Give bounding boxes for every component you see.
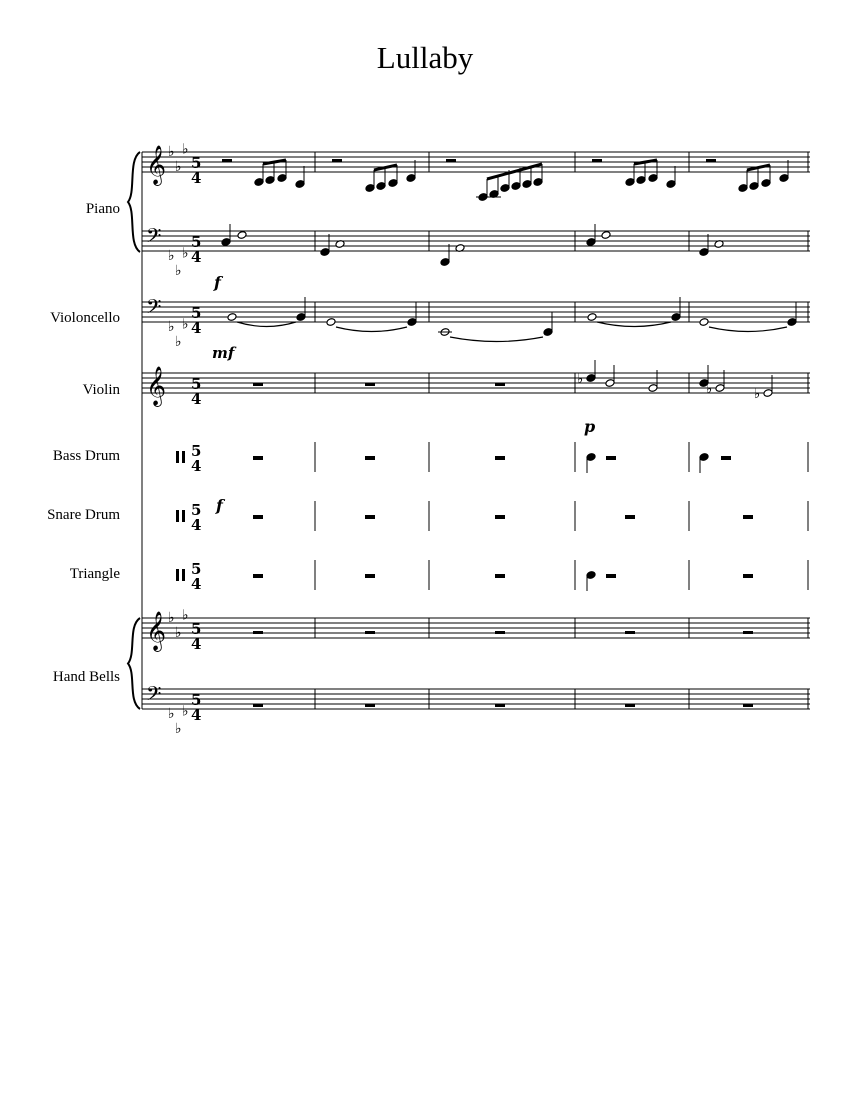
svg-text:4: 4	[191, 706, 202, 724]
svg-text:4: 4	[191, 516, 202, 534]
treble-clef: 𝄞	[146, 366, 167, 406]
dynamic-marking-violin: p	[584, 417, 596, 436]
whole-rest	[495, 383, 505, 386]
rest	[721, 456, 731, 460]
flat-sign: ♭	[168, 610, 175, 626]
piano-bass-note	[601, 231, 611, 240]
dynamic-marking-violoncello: mf	[212, 344, 235, 362]
half-rest	[222, 159, 232, 162]
flat-sign: ♭	[175, 334, 182, 350]
svg-text:5: 5	[191, 560, 202, 578]
cello-note	[699, 318, 709, 327]
time-signature-hand-bells-bass	[191, 691, 201, 724]
cello-note	[326, 318, 336, 327]
half-rest	[592, 159, 602, 162]
flat-sign: ♭	[175, 263, 182, 279]
time-signature-bass-drum	[191, 442, 201, 475]
rest	[743, 515, 753, 519]
whole-rest	[625, 631, 635, 634]
whole-rest	[495, 631, 505, 634]
rest	[495, 574, 505, 578]
rest	[253, 456, 263, 460]
flat-sign: ♭	[577, 372, 584, 387]
bass-clef: 𝄢	[146, 682, 162, 710]
svg-text:4: 4	[191, 390, 202, 408]
rest	[365, 515, 375, 519]
flat-sign: ♭	[168, 144, 175, 160]
rest	[365, 574, 375, 578]
whole-rest	[625, 704, 635, 707]
time-signature-violoncello	[191, 304, 201, 337]
rest	[495, 515, 505, 519]
svg-text:4: 4	[191, 457, 202, 475]
flat-sign: ♭	[706, 382, 713, 397]
svg-text:4: 4	[191, 169, 202, 187]
svg-text:5: 5	[191, 304, 202, 322]
percussion-clef	[182, 451, 185, 463]
whole-rest	[743, 631, 753, 634]
svg-text:5: 5	[191, 375, 202, 393]
cello-note	[227, 313, 237, 322]
time-signature-violin	[191, 375, 201, 408]
half-rest	[332, 159, 342, 162]
rest	[606, 456, 616, 460]
time-signature-hand-bells-treble	[191, 620, 201, 653]
whole-rest	[495, 704, 505, 707]
svg-text:5: 5	[191, 442, 202, 460]
svg-text:5: 5	[191, 154, 202, 172]
whole-rest	[253, 383, 263, 386]
piano-bass-note	[237, 231, 247, 240]
hand-bells-brace	[128, 618, 140, 709]
instrument-label-hand-bells: Hand Bells	[52, 669, 120, 685]
time-signature-piano-bass	[191, 233, 201, 266]
flat-sign: ♭	[168, 706, 175, 722]
instrument-label-violin: Violin	[82, 382, 120, 398]
whole-rest	[365, 631, 375, 634]
flat-sign: ♭	[168, 319, 175, 335]
instrument-label-triangle: Triangle	[69, 566, 120, 582]
percussion-clef	[176, 569, 179, 581]
whole-rest	[743, 704, 753, 707]
instrument-label-bass-drum: Bass Drum	[52, 448, 120, 464]
flat-sign: ♭	[175, 159, 182, 175]
instrument-label-snare-drum: Snare Drum	[47, 507, 120, 523]
dynamic-marking-piano: f	[214, 273, 221, 292]
bass-clef: 𝄢	[146, 295, 162, 323]
flat-sign: ♭	[182, 316, 189, 333]
whole-rest	[365, 383, 375, 386]
dynamic-marking-snare-drum: f	[216, 496, 223, 515]
percussion-clef	[182, 510, 185, 522]
flat-sign: ♭	[175, 721, 182, 737]
flat-sign: ♭	[182, 141, 189, 158]
rest	[606, 574, 616, 578]
rest	[253, 515, 263, 519]
flat-sign: ♭	[182, 607, 189, 624]
whole-rest	[253, 631, 263, 634]
svg-text:5: 5	[191, 501, 202, 519]
half-rest	[446, 159, 456, 162]
score-title: Lullaby	[376, 40, 474, 75]
svg-text:4: 4	[191, 248, 202, 266]
rest	[625, 515, 635, 519]
flat-sign: ♭	[754, 387, 761, 402]
time-signature-triangle	[191, 560, 201, 593]
flat-sign: ♭	[168, 248, 175, 264]
rest	[365, 456, 375, 460]
whole-rest	[253, 704, 263, 707]
bass-clef: 𝄢	[146, 224, 162, 252]
instrument-label-piano: Piano	[85, 201, 120, 217]
tie	[450, 337, 543, 342]
svg-text:5: 5	[191, 620, 202, 638]
svg-text:5: 5	[191, 691, 202, 709]
percussion-clef	[182, 569, 185, 581]
piano-brace	[128, 152, 140, 252]
rest	[495, 456, 505, 460]
svg-text:5: 5	[191, 233, 202, 251]
tie	[597, 322, 671, 327]
flat-sign: ♭	[182, 245, 189, 262]
percussion-clef	[176, 510, 179, 522]
half-rest	[706, 159, 716, 162]
tie	[336, 327, 407, 332]
percussion-clef	[176, 451, 179, 463]
whole-rest	[365, 704, 375, 707]
tie	[709, 327, 787, 332]
svg-text:4: 4	[191, 319, 202, 337]
svg-text:4: 4	[191, 575, 202, 593]
instrument-label-violoncello: Violoncello	[50, 310, 120, 326]
time-signature-piano-treble	[191, 154, 201, 187]
beam	[263, 160, 286, 164]
time-signature-snare-drum	[191, 501, 201, 534]
rest	[743, 574, 753, 578]
flat-sign: ♭	[182, 703, 189, 720]
svg-text:4: 4	[191, 635, 202, 653]
flat-sign: ♭	[175, 625, 182, 641]
cello-note	[587, 313, 597, 322]
tie	[237, 322, 296, 327]
treble-clef: 𝄞	[146, 145, 167, 185]
rest	[253, 574, 263, 578]
beam	[634, 160, 657, 164]
treble-clef: 𝄞	[146, 611, 167, 651]
